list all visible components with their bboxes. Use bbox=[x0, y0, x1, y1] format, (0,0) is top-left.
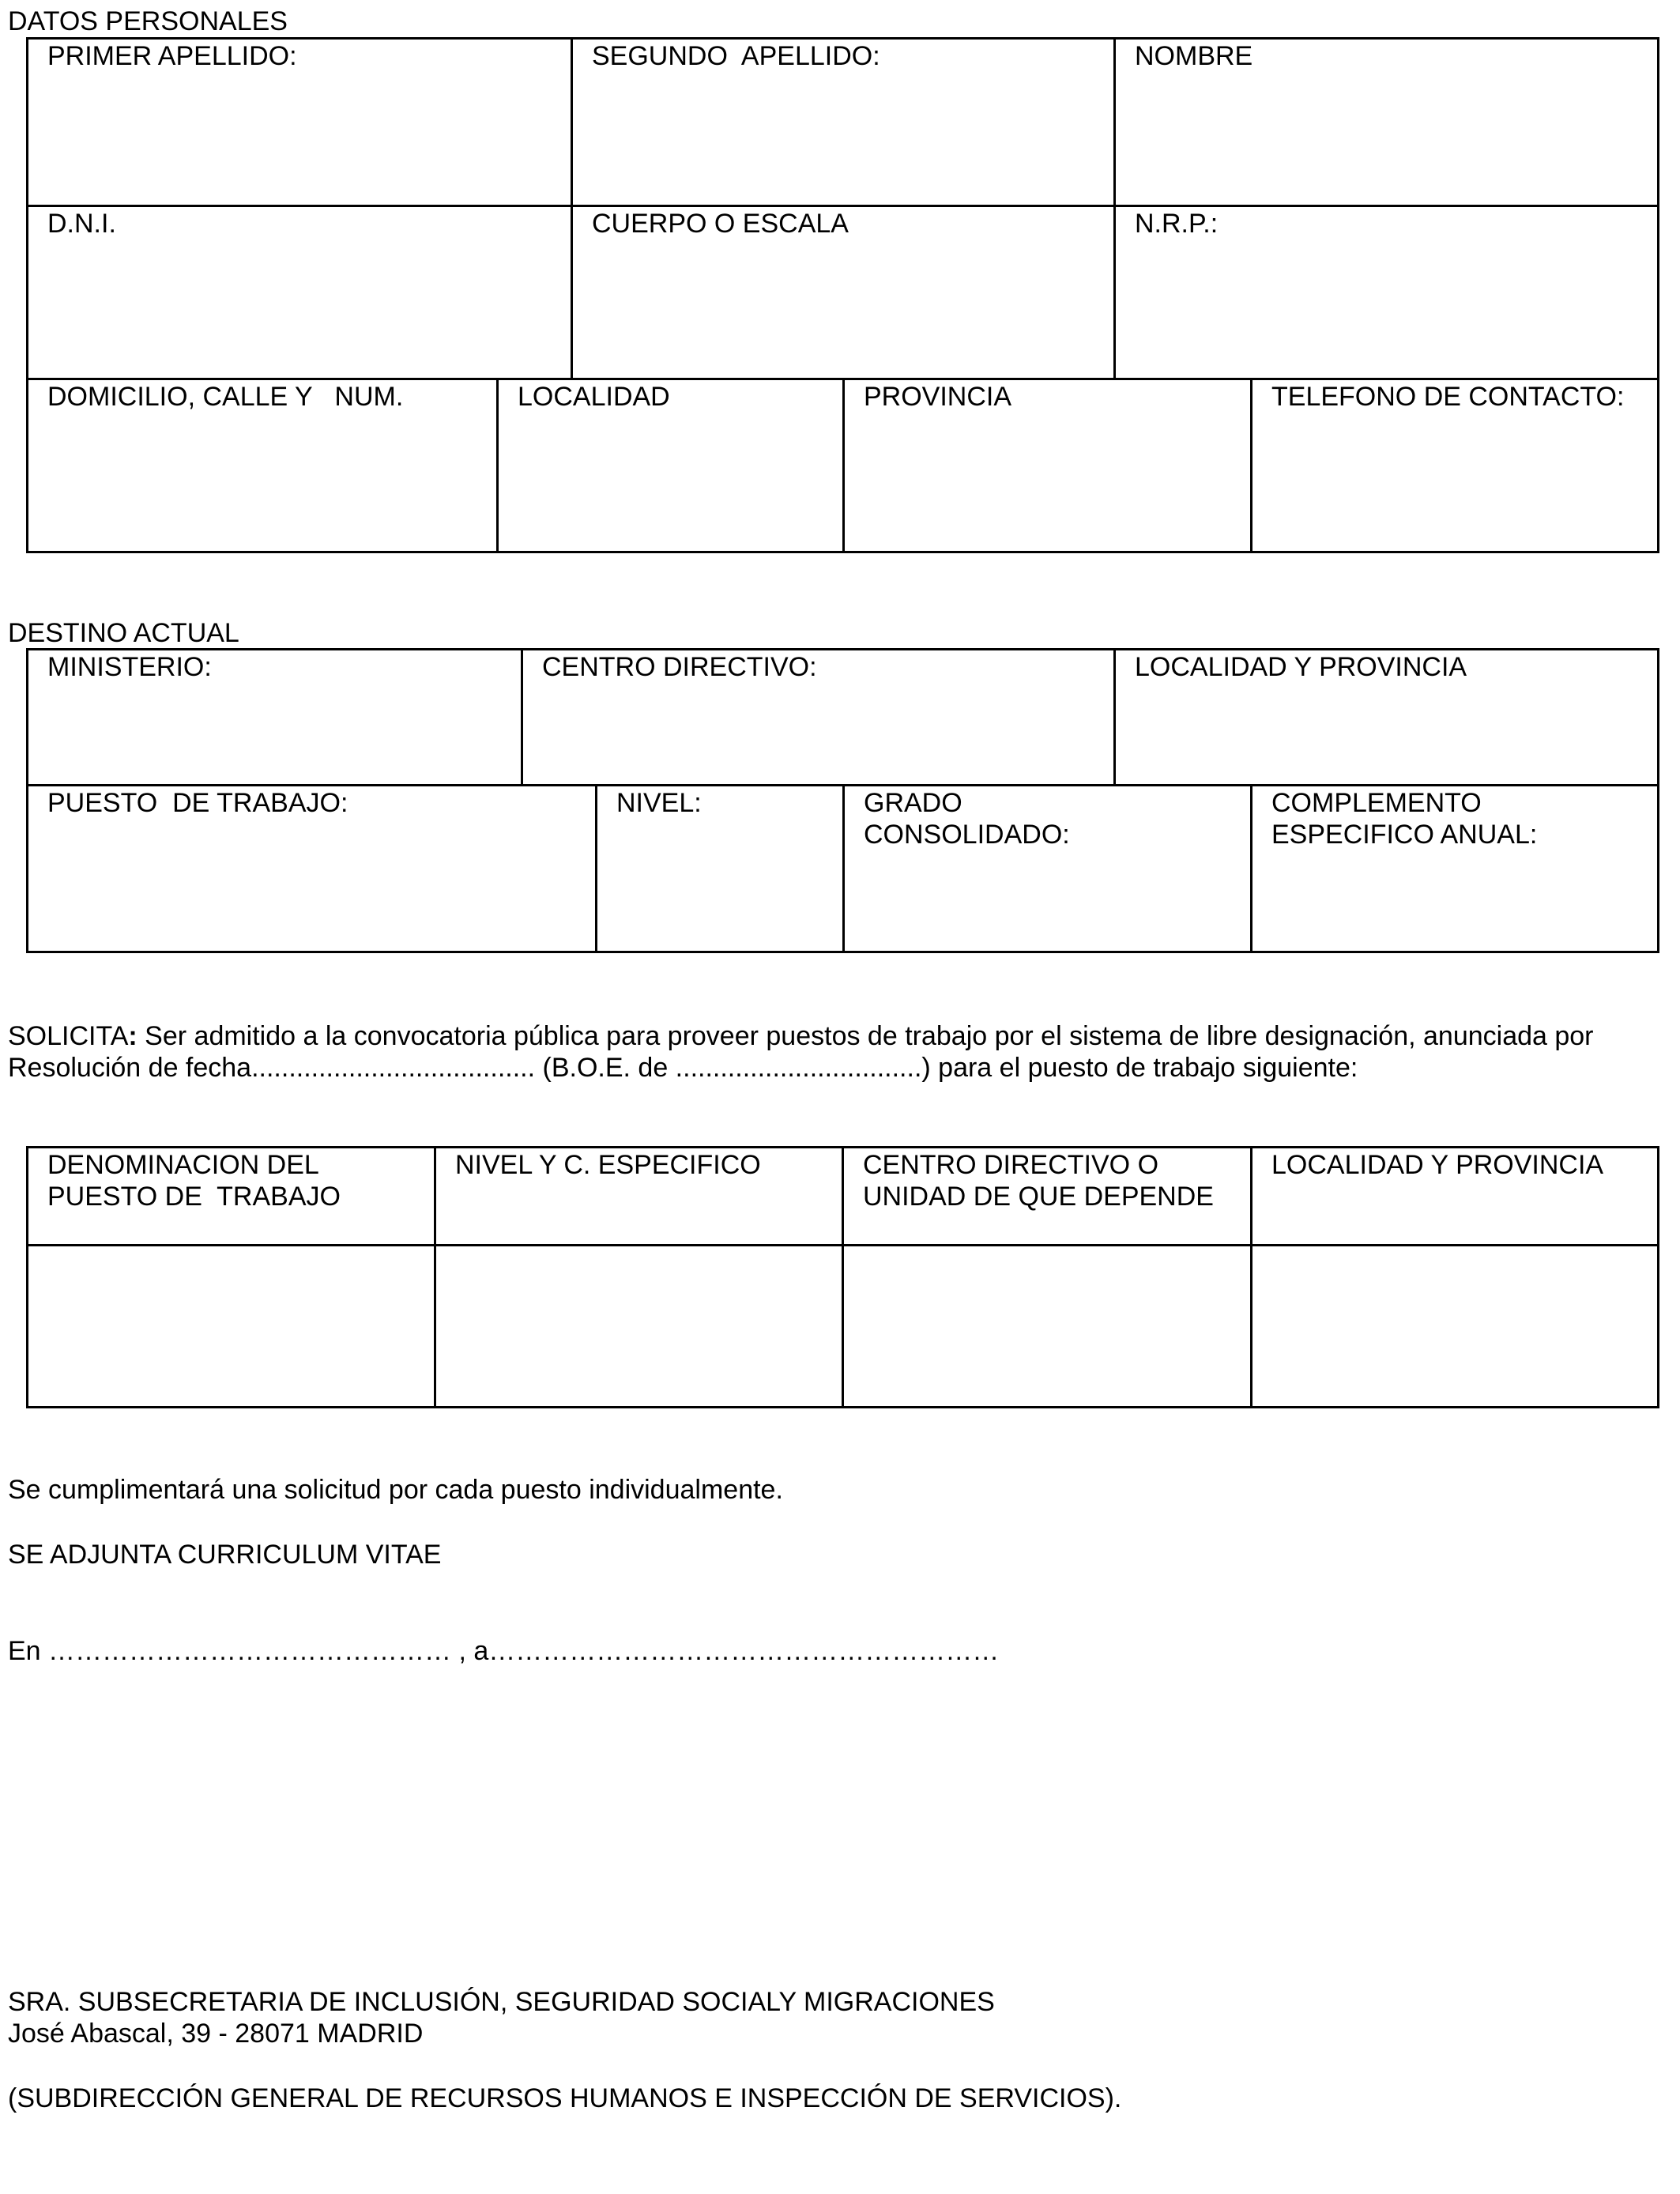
label-primer-apellido: PRIMER APELLIDO: bbox=[47, 41, 297, 71]
label-localidad: LOCALIDAD bbox=[518, 382, 670, 412]
solicita-label: SOLICITA bbox=[8, 1021, 129, 1051]
label-puesto-trabajo: PUESTO DE TRABAJO: bbox=[47, 788, 348, 818]
label-provincia: PROVINCIA bbox=[864, 382, 1012, 412]
label-nivel-especifico: NIVEL Y C. ESPECIFICO bbox=[455, 1150, 761, 1180]
field-cuerpo-escala[interactable] bbox=[571, 205, 1116, 380]
field-localidad-provincia-actual[interactable] bbox=[1113, 648, 1659, 786]
input-centro-unidad[interactable] bbox=[842, 1244, 1252, 1408]
label-centro-directivo: CENTRO DIRECTIVO: bbox=[542, 652, 817, 682]
field-centro-directivo[interactable] bbox=[521, 648, 1116, 786]
label-telefono: TELEFONO DE CONTACTO: bbox=[1271, 382, 1625, 412]
label-nivel: NIVEL: bbox=[616, 788, 702, 818]
input-localidad-provincia[interactable] bbox=[1250, 1244, 1659, 1408]
note-una-solicitud: Se cumplimentará una solicitud por cada puesto individualmente. bbox=[8, 1475, 783, 1505]
field-primer-apellido[interactable] bbox=[26, 37, 573, 207]
label-localidad-provincia: LOCALIDAD Y PROVINCIA bbox=[1271, 1150, 1604, 1180]
field-complemento-especifico[interactable] bbox=[1250, 784, 1659, 953]
label-domicilio: DOMICILIO, CALLE Y NUM. bbox=[47, 382, 404, 412]
solicita-line-1 bbox=[8, 1020, 1594, 1052]
label-nrp: N.R.P.: bbox=[1135, 209, 1219, 239]
address: José Abascal, 39 - 28071 MADRID bbox=[8, 2019, 424, 2049]
field-nombre[interactable] bbox=[1113, 37, 1659, 207]
section-heading-datos-personales: DATOS PERSONALES bbox=[8, 6, 288, 36]
label-dni: D.N.I. bbox=[47, 209, 116, 239]
label-grado-consolidado: GRADO CONSOLIDADO: bbox=[864, 788, 1070, 850]
label-denominacion: DENOMINACION DEL PUESTO DE TRABAJO bbox=[47, 1150, 341, 1212]
header-denominacion bbox=[26, 1146, 436, 1246]
header-localidad-provincia bbox=[1250, 1146, 1659, 1246]
header-nivel-especifico bbox=[434, 1146, 844, 1246]
label-nombre: NOMBRE bbox=[1135, 41, 1253, 71]
field-telefono[interactable] bbox=[1250, 378, 1659, 553]
header-centro-unidad bbox=[842, 1146, 1252, 1246]
subdireccion: (SUBDIRECCIÓN GENERAL DE RECURSOS HUMANOS E INSPECCIÓN DE SERVICIOS). bbox=[8, 2083, 1122, 2113]
label-complemento-especifico: COMPLEMENTO ESPECIFICO ANUAL: bbox=[1271, 788, 1538, 850]
label-localidad-provincia-actual: LOCALIDAD Y PROVINCIA bbox=[1135, 652, 1467, 682]
field-puesto-trabajo[interactable] bbox=[26, 784, 597, 953]
input-nivel-especifico[interactable] bbox=[434, 1244, 844, 1408]
field-nivel[interactable] bbox=[595, 784, 845, 953]
field-nrp[interactable] bbox=[1113, 205, 1659, 380]
field-ministerio[interactable] bbox=[26, 648, 523, 786]
label-centro-unidad: CENTRO DIRECTIVO O UNIDAD DE QUE DEPENDE bbox=[863, 1150, 1214, 1212]
label-segundo-apellido: SEGUNDO APELLIDO: bbox=[592, 41, 880, 71]
addressee: SRA. SUBSECRETARIA DE INCLUSIÓN, SEGURIDAD SOCIALY MIGRACIONES bbox=[8, 1987, 995, 2017]
solicita-line-2: Resolución de fecha...................................... (B.O.E. de .................................) para el puesto de trabajo siguiente: bbox=[8, 1053, 1358, 1083]
field-provincia[interactable] bbox=[842, 378, 1252, 553]
place-date-line: En ……………………………………… , a………………………………………………… bbox=[8, 1636, 1000, 1666]
field-grado-consolidado[interactable] bbox=[842, 784, 1252, 953]
field-domicilio[interactable] bbox=[26, 378, 499, 553]
field-dni[interactable] bbox=[26, 205, 573, 380]
field-segundo-apellido[interactable] bbox=[571, 37, 1116, 207]
label-ministerio: MINISTERIO: bbox=[47, 652, 212, 682]
field-localidad[interactable] bbox=[496, 378, 845, 553]
solicita-text-1: Ser admitido a la convocatoria pública para proveer puestos de trabajo por el sistema de libre designación, anunciada por bbox=[137, 1021, 1594, 1051]
input-denominacion[interactable] bbox=[26, 1244, 436, 1408]
solicita-colon: : bbox=[128, 1021, 137, 1051]
se-adjunta-cv: SE ADJUNTA CURRICULUM VITAE bbox=[8, 1540, 442, 1570]
section-heading-destino-actual: DESTINO ACTUAL bbox=[8, 618, 239, 648]
label-cuerpo-escala: CUERPO O ESCALA bbox=[592, 209, 849, 239]
